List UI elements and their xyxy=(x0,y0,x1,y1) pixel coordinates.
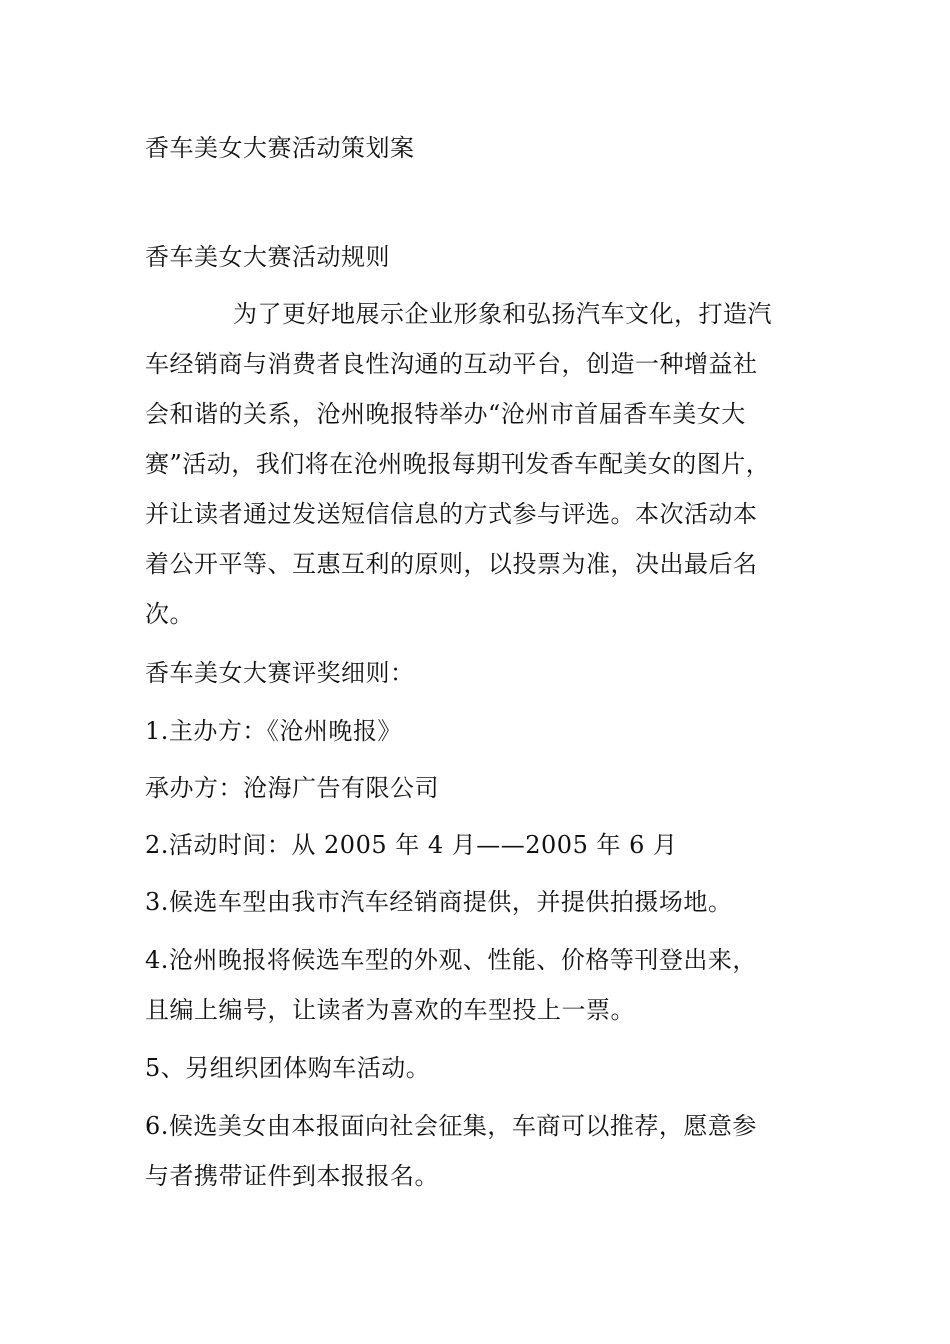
intro-line-4: 赛”活动，我们将在沧州晚报每期刊发香车配美女的图片， xyxy=(145,450,771,478)
awards-heading: 香车美女大赛评奖细则： xyxy=(145,659,415,687)
intro-line-3: 会和谐的关系，沧州晚报特举办“沧州市首届香车美女大 xyxy=(145,400,746,428)
intro-line-7: 次。 xyxy=(145,600,194,628)
item-5-group-purchase: 5、另组织团体购车活动。 xyxy=(145,1054,431,1082)
document-title: 香车美女大赛活动策划案 xyxy=(145,134,415,162)
intro-line-5: 并让读者通过发送短信信息的方式参与评选。本次活动本 xyxy=(145,500,758,528)
item-4-line-1: 4.沧州晚报将候选车型的外观、性能、价格等刊登出来， xyxy=(145,946,757,974)
intro-line-2: 车经销商与消费者良性沟通的互动平台，创造一种增益社 xyxy=(145,350,758,378)
item-6-line-2: 与者携带证件到本报报名。 xyxy=(145,1162,439,1190)
item-4-line-2: 且编上编号，让读者为喜欢的车型投上一票。 xyxy=(145,996,635,1024)
item-3-candidate-cars: 3.候选车型由我市汽车经销商提供，并提供拍摄场地。 xyxy=(145,888,733,916)
intro-line-6: 着公开平等、互惠互利的原则，以投票为准，决出最后名 xyxy=(145,550,758,578)
item-2-activity-time: 2.活动时间：从 2005 年 4 月——2005 年 6 月 xyxy=(145,831,678,859)
item-6-line-1: 6.候选美女由本报面向社会征集，车商可以推荐，愿意参 xyxy=(145,1112,757,1140)
item-1-undertaker: 承办方：沧海广告有限公司 xyxy=(145,774,439,802)
rules-heading: 香车美女大赛活动规则 xyxy=(145,243,390,271)
intro-line-1: 为了更好地展示企业形象和弘扬汽车文化，打造汽 xyxy=(233,300,772,328)
item-1-organizer: 1.主办方：《沧州晚报》 xyxy=(145,717,402,745)
